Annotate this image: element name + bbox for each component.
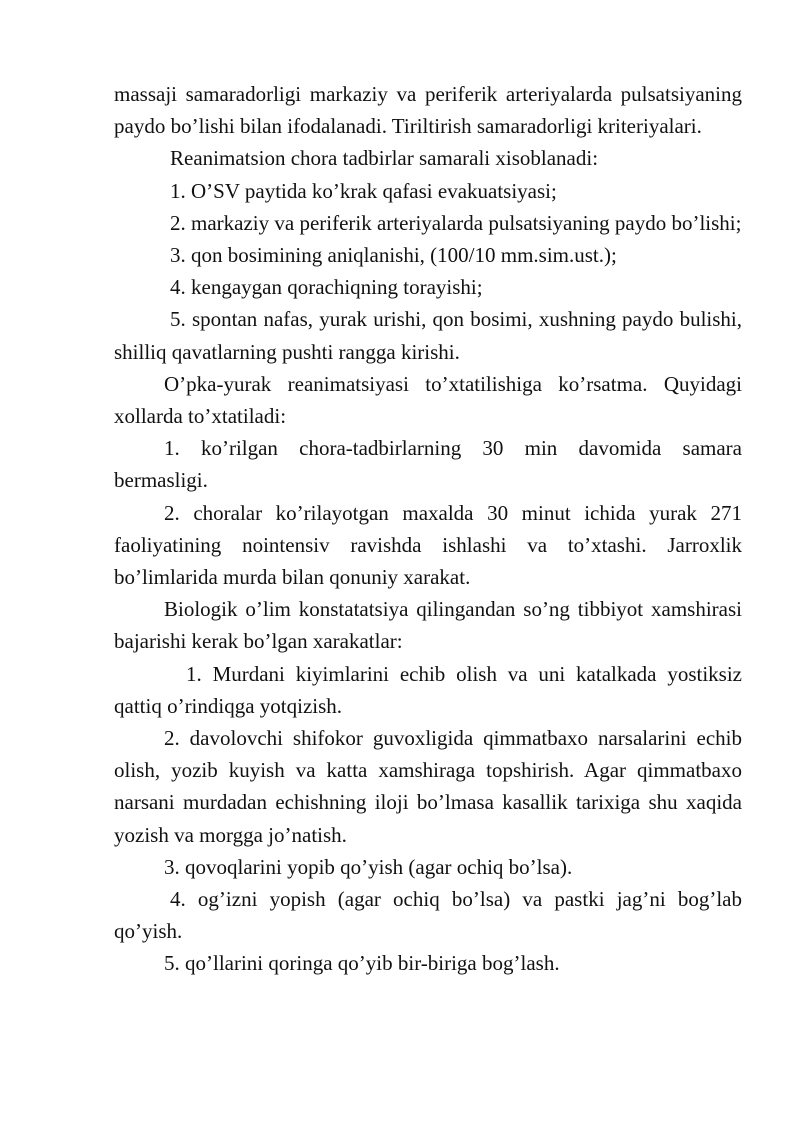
paragraph-stop-indication: O’pka-yurak reanimatsiyasi to’xtatilishiga ko’rsatma. Quyidagi xollarda to’xtatiladi:	[114, 371, 742, 429]
list-item-5: 5. spontan nafas, yurak urishi, qon bosimi, xushning paydo bulishi, shilliq qavatlarning pushti rangga kirishi.	[114, 307, 742, 364]
action-list-item-2: 2. davolovchi shifokor guvoxligida qimmatbaxo narsalarini echib olish, yozib kuyish va katta xamshiraga topshirish. Agar qimmatbaxo narsani murdadan echishning iloji bo’lmasa kasallik tarixiga shu xaqida yozish va morgga jo’natish.	[114, 726, 742, 847]
paragraph-continuation: massaji samaradorligi markaziy va periferik arteriyalarda pulsatsiyaning paydo bo’lishi bilan ifodalanadi. Tiriltirish samaradorligi kriteriyalari.	[114, 82, 742, 139]
list-item-4: 4. kengaygan qorachiqning torayishi;	[170, 275, 483, 300]
action-list-item-1: 1. Murdani kiyimlarini echib olish va uni katalkada yostiksiz qattiq o’rindiqga yotqizish.	[114, 661, 742, 718]
list-item-3: 3. qon bosimining aniqlanishi, (100/10 mm.sim.ust.);	[170, 243, 617, 268]
list-item-1: 1. O’SV paytida ko’krak qafasi evakuatsiyasi;	[170, 178, 557, 203]
paragraph-biological-death: Biologik o’lim konstatatsiya qilingandan so’ng tibbiyot xamshirasi bajarishi kerak bo’lgan xarakatlar:	[114, 597, 742, 654]
action-list-item-4: 4. og’izni yopish (agar ochiq bo’lsa) va pastki jag’ni bog’lab qo’yish.	[114, 887, 742, 944]
action-list-item-3: 3. qovoqlarini yopib qo’yish (agar ochiq bo’lsa).	[164, 854, 573, 879]
list-item-2: 2. markaziy va periferik arteriyalarda pulsatsiyaning paydo bo’lishi;	[170, 210, 742, 235]
stop-list-item-2: 2. choralar ko’rilayotgan maxalda 30 minut ichida yurak 271 faoliyatining nointensiv ravishda ishlashi va to’xtashi. Jarroxlik bo’limlarida murda bilan qonuniy xarakat.	[114, 500, 742, 590]
action-list-item-5: 5. qo’llarini qoringa qo’yib bir-biriga bog’lash.	[164, 951, 560, 976]
paragraph-reanimation-criteria-intro: Reanimatsion chora tadbirlar samarali xisoblanadi:	[170, 146, 599, 171]
stop-list-item-1: 1. ko’rilgan chora-tadbirlarning 30 min davomida samara bermasligi.	[114, 436, 742, 493]
document-page	[114, 78, 742, 980]
